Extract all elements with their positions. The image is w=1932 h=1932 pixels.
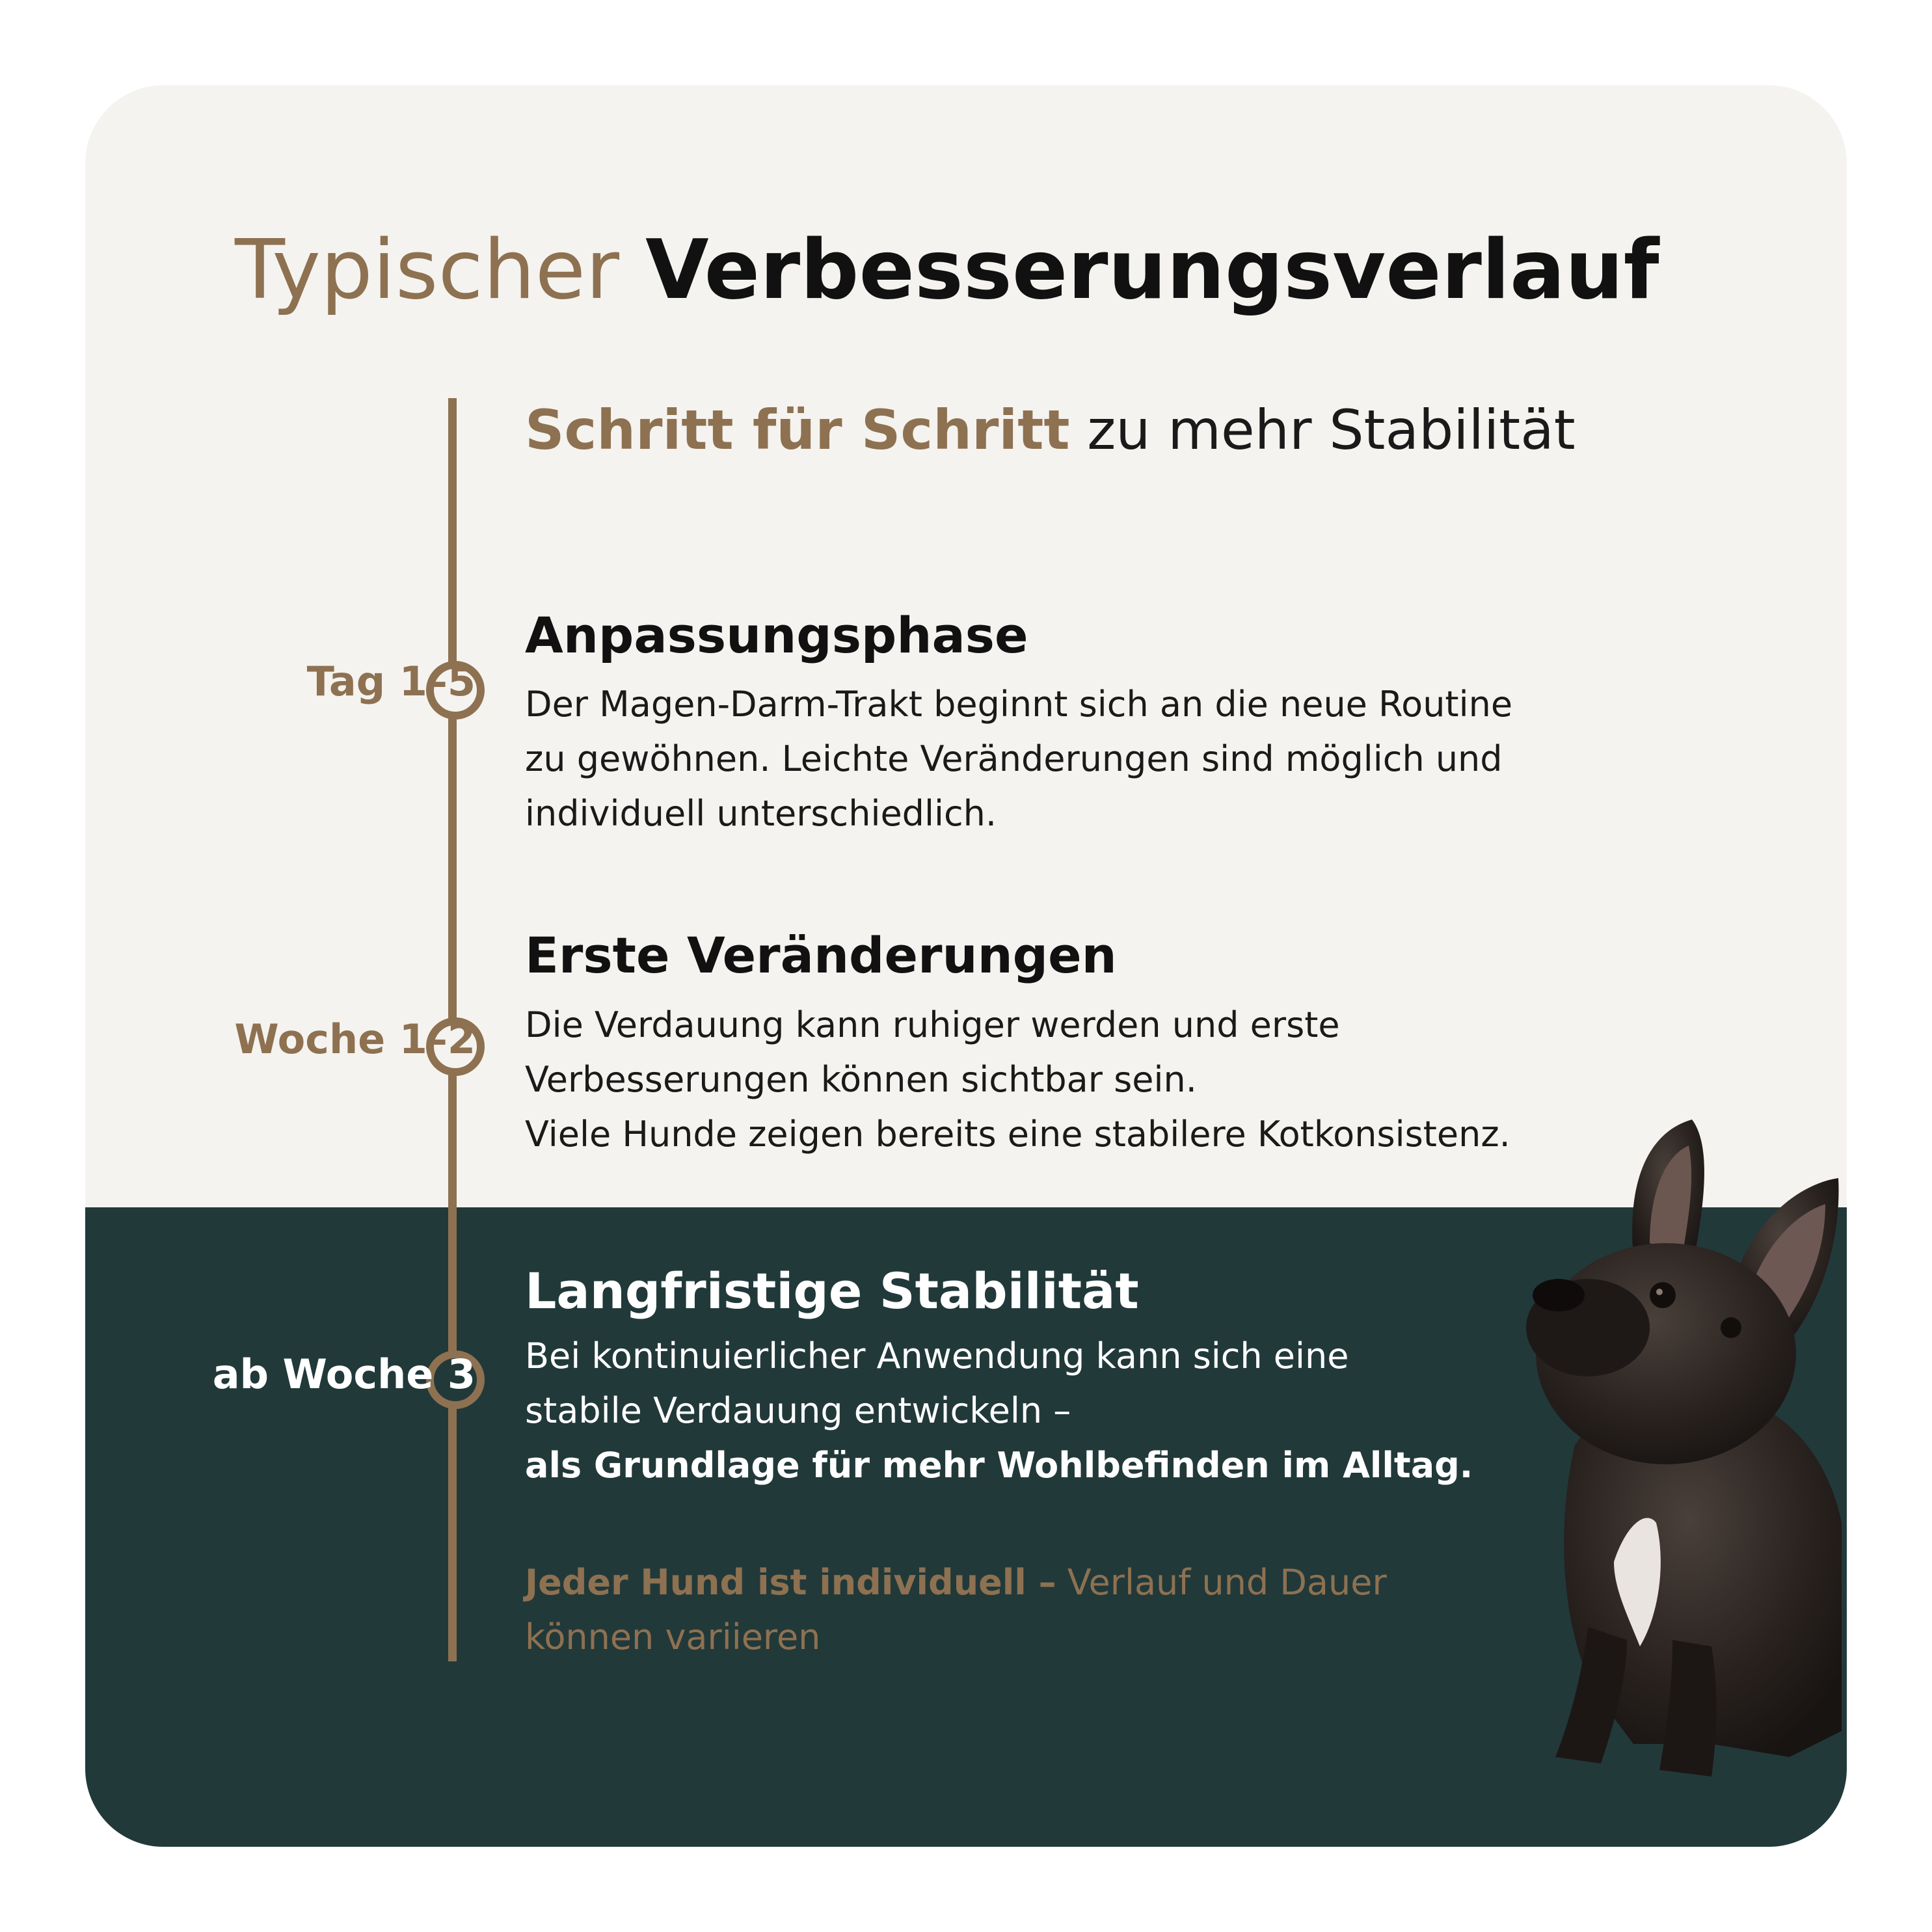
phase-2-line-1: Die Verdauung kann ruhiger werden und erste [525, 1004, 1340, 1045]
subtitle-rest: zu mehr Stabilität [1087, 398, 1576, 462]
title-bold: Verbesserungsverlauf [645, 222, 1659, 317]
phase-2-title: Erste Veränderungen [525, 926, 1117, 984]
french-bulldog-image [1516, 1107, 1842, 1790]
phase-2-body [525, 998, 1631, 1162]
note-line-2: können variieren [525, 1617, 821, 1657]
note-rest-1: Verlauf und Dauer [1067, 1562, 1387, 1603]
phase-1-line-3: individuell unterschiedlich. [525, 793, 997, 834]
subtitle [525, 397, 1576, 463]
phase-3-line-1: Bei kontinuierlicher Anwendung kann sich eine [525, 1335, 1349, 1376]
title-light: Typischer [235, 222, 619, 317]
note-strong: Jeder Hund ist individuell – [525, 1562, 1056, 1603]
phase-1-body [525, 677, 1631, 841]
phase-1-line-1: Der Magen-Darm-Trakt beginnt sich an die neue Routine [525, 684, 1513, 725]
phase-2-line-3: Viele Hunde zeigen bereits eine stabilere Kotkonsistenz. [525, 1114, 1510, 1155]
note-line-1 [525, 1555, 1387, 1610]
phase-2-label: Woche 1–2 [234, 1015, 476, 1063]
phase-1-title: Anpassungsphase [525, 606, 1028, 664]
phase-3-line-2: stabile Verdauung entwickeln – [525, 1390, 1071, 1431]
page-title [235, 222, 1659, 317]
phase-3-title: Langfristige Stabilität [525, 1262, 1139, 1320]
phase-3-label: ab Woche 3 [212, 1350, 476, 1398]
subtitle-accent: Schritt für Schritt [525, 398, 1070, 462]
phase-1-line-2: zu gewöhnen. Leichte Veränderungen sind möglich und [525, 738, 1503, 779]
infographic-card [85, 85, 1847, 1847]
phase-3-line-3: als Grundlage für mehr Wohlbefinden im Alltag. [525, 1445, 1473, 1486]
phase-3-body [525, 1329, 1631, 1493]
phase-2-line-2: Verbesserungen können sichtbar sein. [525, 1059, 1197, 1100]
phase-1-label: Tag 1–5 [306, 658, 476, 705]
individual-note [525, 1555, 1387, 1665]
